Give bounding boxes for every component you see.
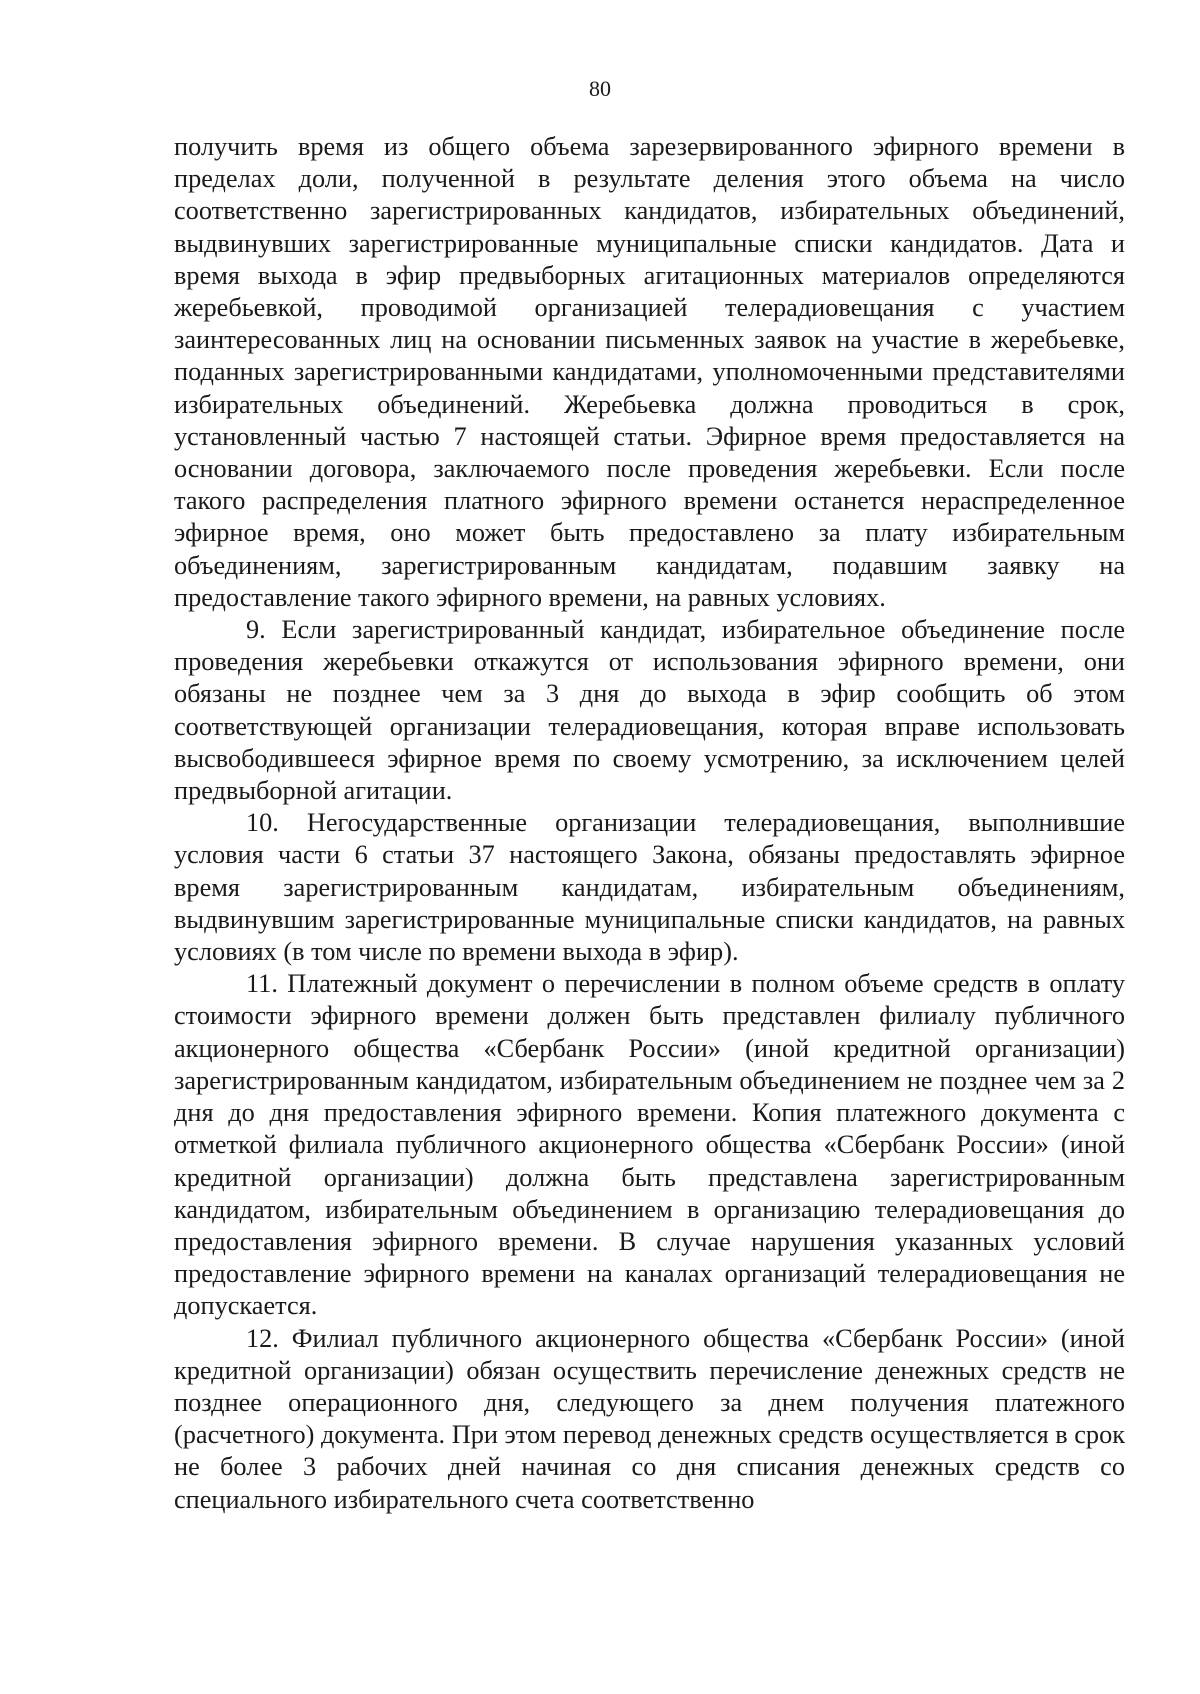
paragraph-clause-10: 10. Негосударственные организации телерадиовещания, выполнившие условия части 6 статьи 37 настоящего Закона, обязаны предоставлять эфирное время зарегистрированным кандидатам, избирательным объединениям, выдвинувшим зарегистрированные муниципальные списки кандидатов, на равных условиях (в том числе по времени выхода в эфир).: [174, 808, 1125, 967]
paragraph-clause-9: 9. Если зарегистрированный кандидат, избирательное объединение после проведения жеребьевки откажутся от использования эфирного времени, они обязаны не позднее чем за 3 дня до выхода в эфир сообщить об этом соответствующей организации телерадиовещания, которая вправе использовать высвободившееся эфирное время по своему усмотрению, за исключением целей предвыборной агитации.: [174, 615, 1125, 806]
paragraph-clause-12: 12. Филиал публичного акционерного общества «Сбербанк России» (иной кредитной организации) обязан осуществить перечисление денежных средств не позднее операционного дня, следующего за днем получения платежного (расчетного) документа. При этом перевод денежных средств осуществляется в срок не более 3 рабочих дней начиная со дня списания денежных средств со специального избирательного счета соответственно: [174, 1323, 1125, 1514]
page-number: 80: [589, 76, 611, 101]
paragraph-continuation: получить время из общего объема зарезервированного эфирного времени в пределах доли, полученной в результате деления этого объема на число соответственно зарегистрированных кандидатов, избирательных объединений, выдвинувших зарегистрированные муниципальные списки кандидатов. Дата и время выхода в эфир предвыборных агитационных материалов определяются жеребьевкой, проводимой организацией телерадиовещания с участием заинтересованных лиц на основании письменных заявок на участие в жеребьевке, поданных зарегистрированными кандидатами, уполномоченными представителями избирательных объединений. Жеребьевка должна проводиться в срок, установленный частью 7 настоящей статьи. Эфирное время предоставляется на основании договора, заключаемого после проведения жеребьевки. Если после такого распределения платного эфирного времени останется нераспределенное эфирное время, оно может быть предоставлено за плату избирательным объединениям, зарегистрированным кандидатам, подавшим заявку на предоставление такого эфирного времени, на равных условиях.: [174, 132, 1125, 612]
paragraph-clause-11: 11. Платежный документ о перечислении в полном объеме средств в оплату стоимости эфирного времени должен быть представлен филиалу публичного акционерного общества «Сбербанк России» (иной кредитной организации) зарегистрированным кандидатом, избирательным объединением не позднее чем за 2 дня до дня предоставления эфирного времени. Копия платежного документа с отметкой филиала публичного акционерного общества «Сбербанк России» (иной кредитной организации) должна быть представлена зарегистрированным кандидатом, избирательным объединением в организацию телерадиовещания до предоставления эфирного времени. В случае нарушения указанных условий предоставление эфирного времени на каналах организаций телерадиовещания не допускается.: [174, 969, 1125, 1321]
document-body: [174, 131, 1125, 1516]
